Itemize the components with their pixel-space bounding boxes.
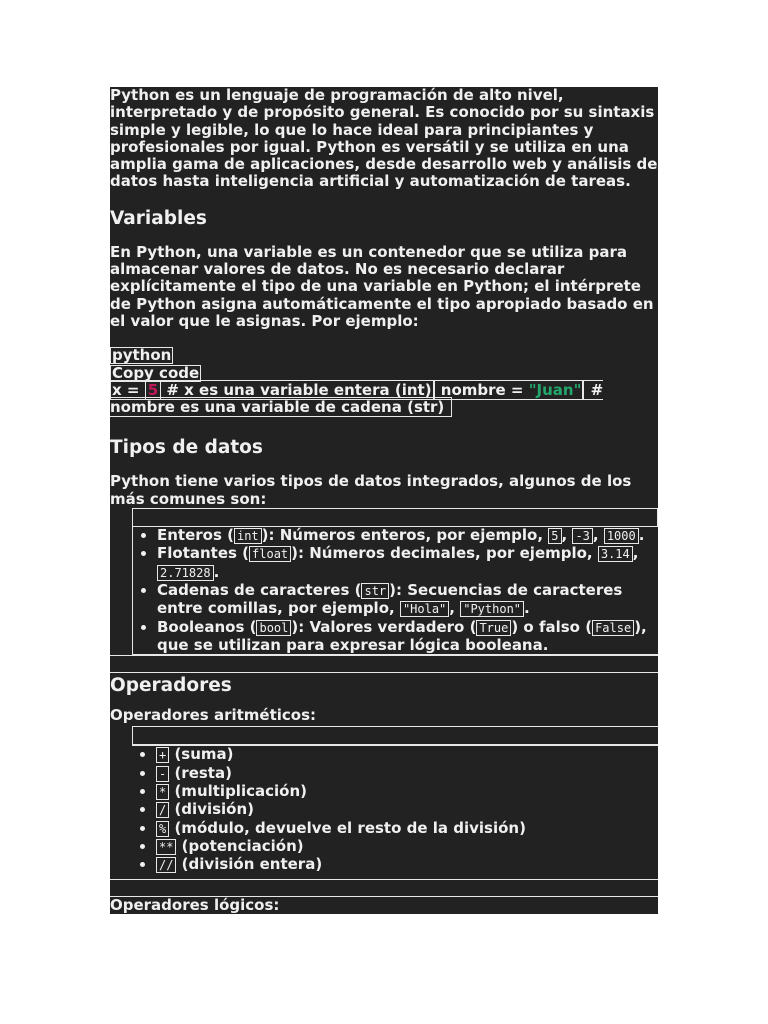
code-block xyxy=(110,347,658,416)
list-item: • Enteros ( int ): Números enteros, por ejemplo, 5 , -3 , 1000 . xyxy=(157,527,658,545)
tipos-list xyxy=(132,527,658,654)
log-subheading: Operadores lógicos: xyxy=(110,895,280,914)
list-item: • * (multiplicación) xyxy=(156,783,658,801)
list-item: • - (resta) xyxy=(156,765,658,783)
list-item: • // (división entera) xyxy=(156,856,658,874)
document-page xyxy=(110,87,658,914)
tipos-paragraph: Python tiene varios tipos de datos integrados, algunos de los más comunes son: xyxy=(110,472,632,508)
tipos-heading: Tipos de datos xyxy=(110,437,263,459)
code-segment-x: x = 5 # x es una variable entera (int) xyxy=(112,380,432,399)
list-item: • ** (potenciación) xyxy=(156,838,658,856)
list-item: • Booleanos ( bool ): Valores verdadero ( True ) o falso ( False ), que se utilizan para expresar lógica booleana. xyxy=(157,619,658,655)
code-segment-comment: # nombre es una variable de cadena (str) xyxy=(110,380,604,417)
list-item: • Cadenas de caracteres ( str ): Secuencias de caracteres entre comillas, por ejemplo, "Hola" , "Python" . xyxy=(157,582,658,619)
code-content xyxy=(110,382,658,417)
variables-heading: Variables xyxy=(110,207,207,229)
code-string: "Juan" xyxy=(528,380,582,399)
section-divider xyxy=(110,879,658,897)
list-item: • % (módulo, devuelve el resto de la división) xyxy=(156,820,658,838)
copy-code-button[interactable]: Copy code xyxy=(112,363,200,382)
list-item: • / (división) xyxy=(156,801,658,819)
intro-paragraph: Python es un lenguaje de programación de alto nivel, interpretado y de propósito general. Es conocido por su sintaxis simple y legible, lo que lo hace ideal para principiantes y profesionales por igual. Python es versátil y se utiliza en una amplia gama de aplicaciones, desde desarrollo web y análisis de datos hasta inteligencia artificial y automatización de tareas. xyxy=(110,86,658,191)
arit-list xyxy=(132,746,658,874)
list-item: • + (suma) xyxy=(156,746,658,764)
arit-list-container xyxy=(132,745,658,876)
code-segment-nombre: nombre = "Juan" xyxy=(435,380,582,399)
list-item: • Flotantes ( float ): Números decimales, por ejemplo, 3.14 , 2.71828 . xyxy=(157,545,658,582)
list-spacer xyxy=(132,726,658,745)
operadores-heading: Operadores xyxy=(110,675,232,697)
tipos-list-container xyxy=(132,508,658,655)
arit-subheading: Operadores aritméticos: xyxy=(110,706,317,725)
code-number: 5 xyxy=(145,380,161,400)
code-language-label: python xyxy=(112,346,172,365)
list-spacer xyxy=(132,509,658,527)
section-divider xyxy=(110,655,658,673)
variables-paragraph: En Python, una variable es un contenedor que se utiliza para almacenar valores de datos. No es necesario declarar explícitamente el tipo de una variable en Python; el intérprete de Python asigna automáticamente el tipo apropiado basado en el valor que le asignas. Por ejemplo: xyxy=(110,242,654,330)
